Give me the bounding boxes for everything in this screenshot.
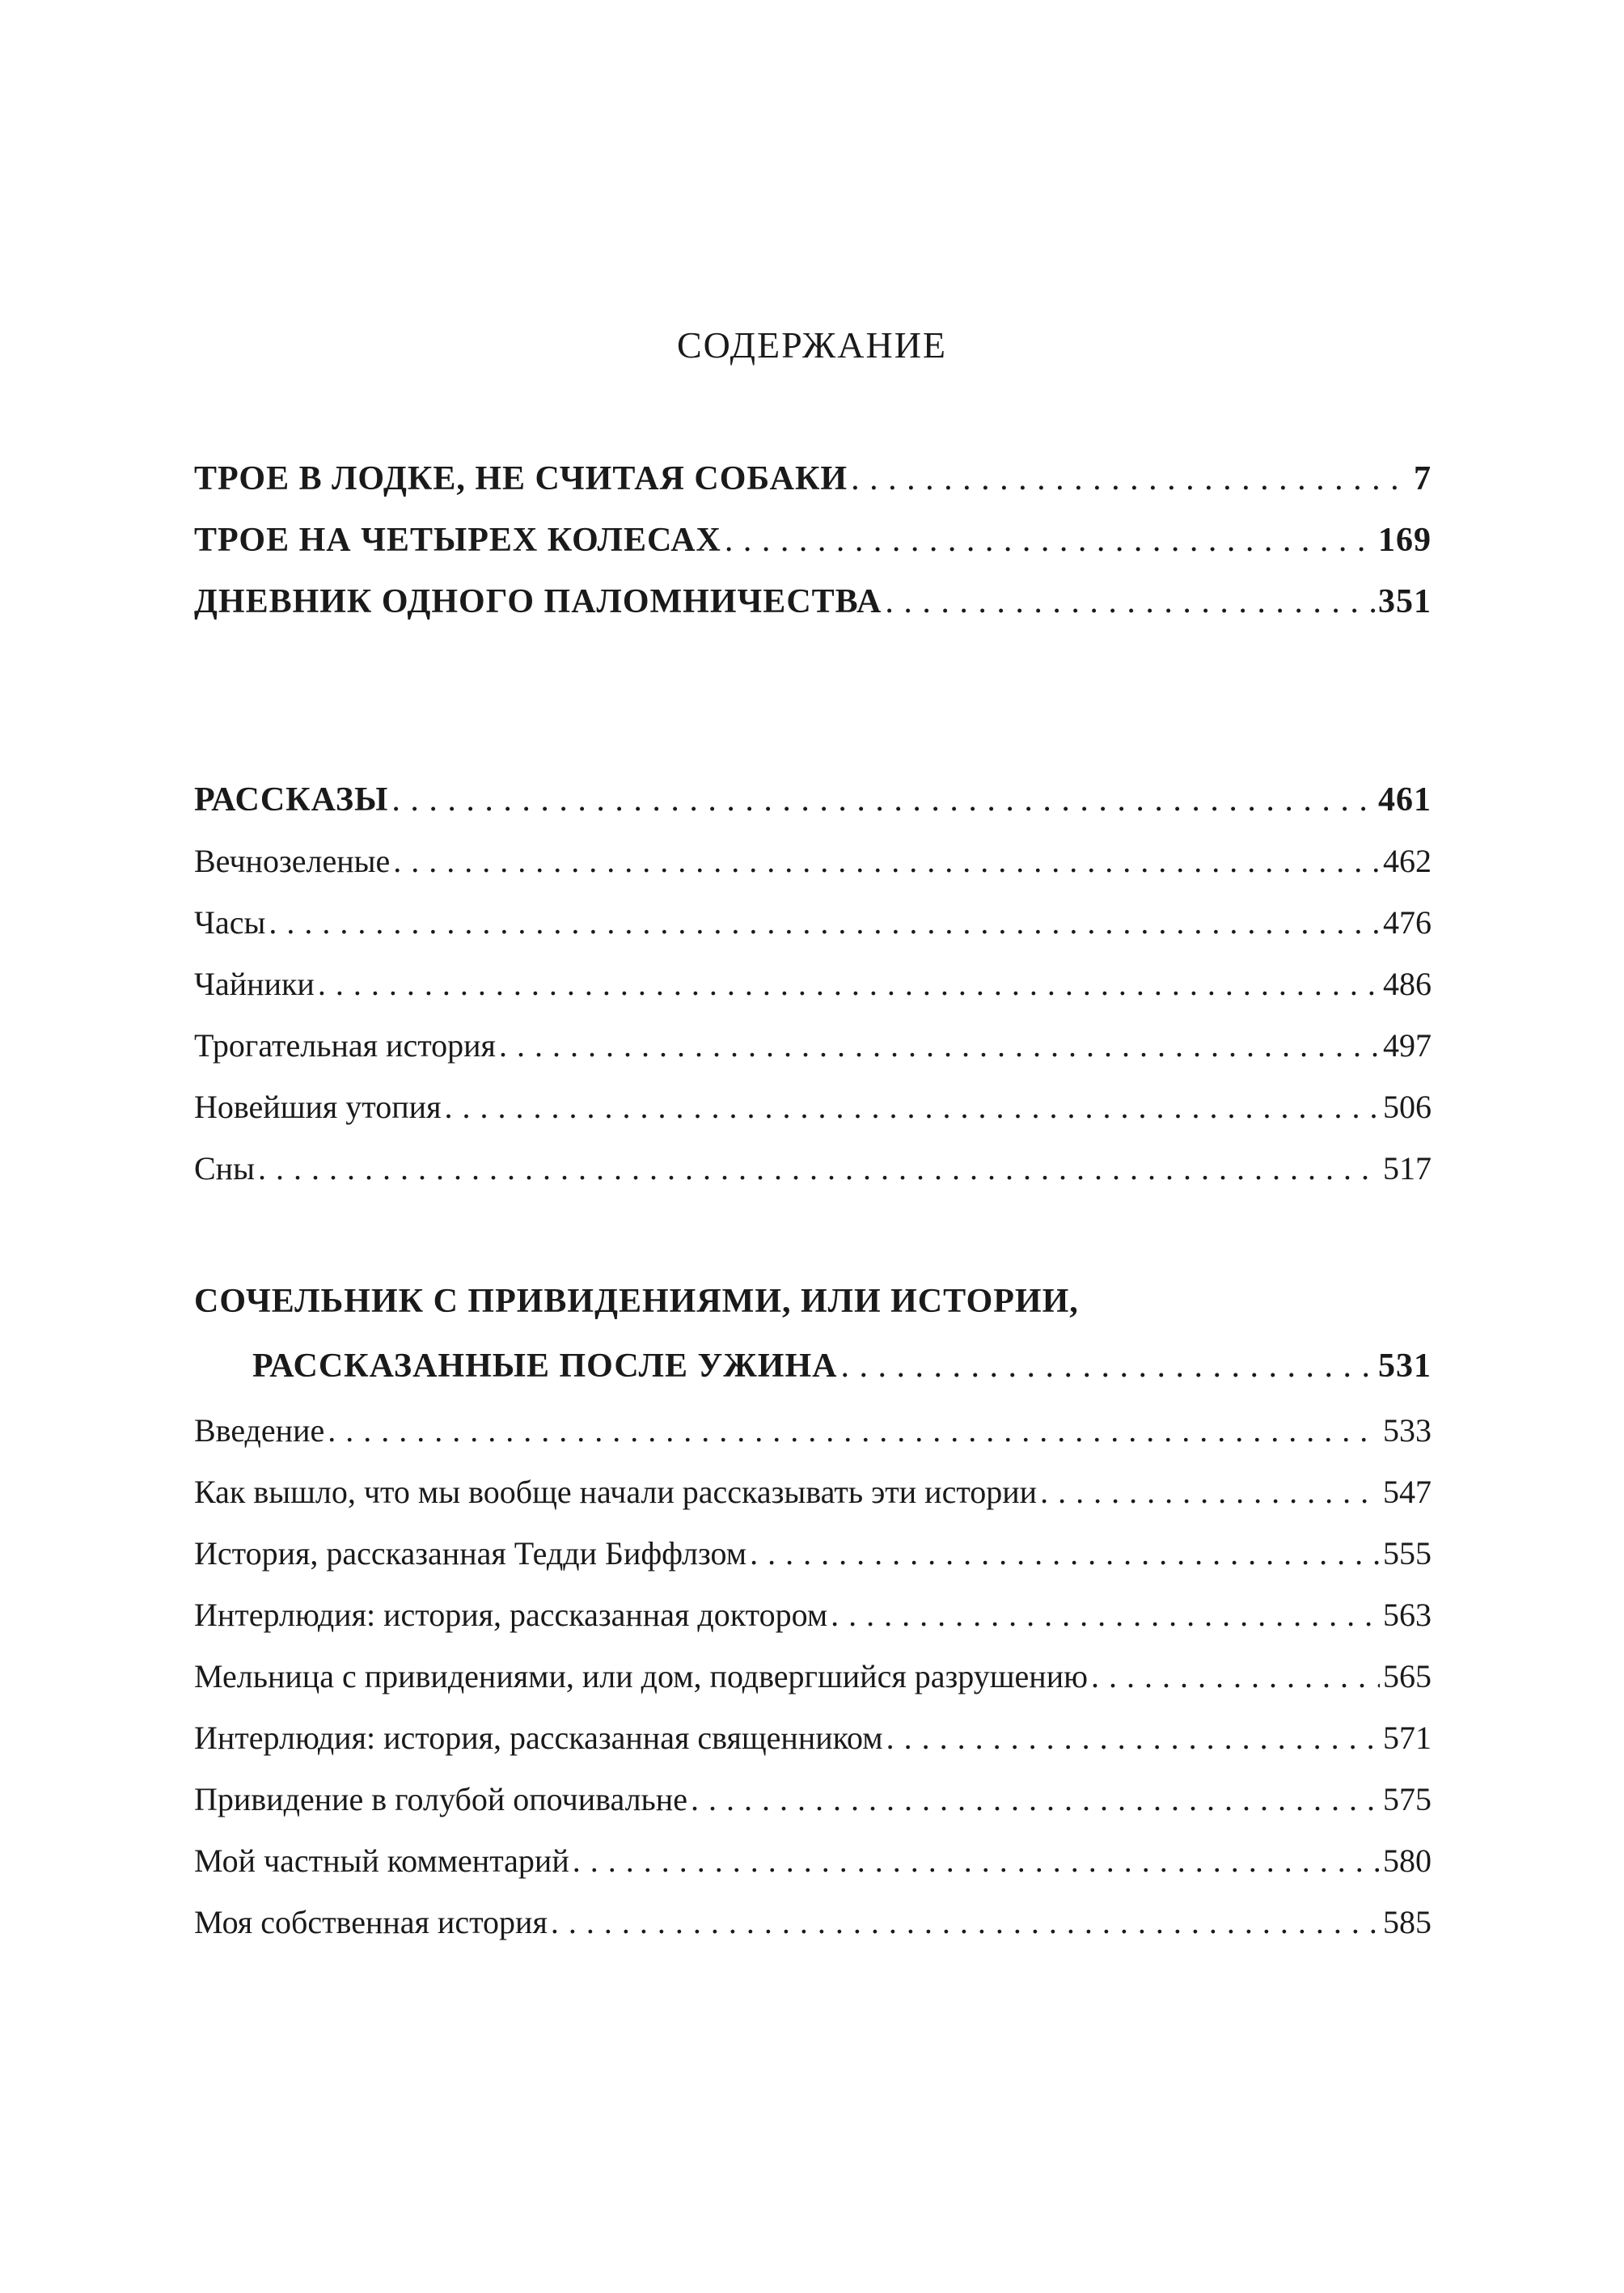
leader-dots bbox=[886, 1719, 1380, 1757]
toc-entry bbox=[194, 1088, 1432, 1149]
toc-entry-title: Как вышло, что мы вообще начали рассказывать эти истории bbox=[194, 1474, 1038, 1510]
leader-dots bbox=[840, 1347, 1375, 1386]
toc-entry-title: Новейшия утопия bbox=[194, 1089, 442, 1125]
toc-entry-page: 169 bbox=[1378, 522, 1432, 559]
toc-entry-title: История, рассказанная Тедди Биффлзом bbox=[194, 1535, 747, 1572]
leader-dots bbox=[318, 965, 1380, 1003]
christmas-section bbox=[194, 1282, 1432, 1965]
toc-entry-title: Привидение в голубой опочивальне bbox=[194, 1781, 687, 1817]
toc-entry-title: Часы bbox=[194, 904, 266, 941]
toc-section-entry bbox=[194, 781, 1432, 842]
toc-entry-title: Введение bbox=[194, 1412, 325, 1449]
toc-entry bbox=[194, 1596, 1432, 1657]
page-title: СОДЕРЖАНИЕ bbox=[676, 324, 948, 366]
toc-entry-title: Моя собственная история bbox=[194, 1904, 548, 1940]
toc-entry-title: Мельница с привидениями, или дом, подвергшийся разрушению bbox=[194, 1658, 1088, 1694]
toc-entry-page: 585 bbox=[1383, 1904, 1432, 1940]
leader-dots bbox=[691, 1780, 1380, 1818]
toc-section-entry bbox=[194, 1347, 1432, 1411]
toc-entry-page: 351 bbox=[1378, 583, 1432, 620]
toc-entry bbox=[194, 1780, 1432, 1842]
toc-entry-title: Трогательная история bbox=[194, 1027, 496, 1064]
toc-entry bbox=[194, 521, 1432, 582]
leader-dots bbox=[750, 1534, 1380, 1572]
toc-entry-page: 506 bbox=[1383, 1089, 1432, 1125]
toc-entry bbox=[194, 903, 1432, 965]
leader-dots bbox=[885, 582, 1375, 621]
leader-dots bbox=[551, 1903, 1380, 1941]
toc-entry-page: 486 bbox=[1383, 966, 1432, 1002]
toc-entry-title: Мой частный комментарий bbox=[194, 1842, 569, 1879]
toc-entry bbox=[194, 842, 1432, 903]
toc-entry-page: 517 bbox=[1383, 1150, 1432, 1187]
toc-entry-page: 547 bbox=[1383, 1474, 1432, 1510]
leader-dots bbox=[444, 1088, 1380, 1126]
leader-dots bbox=[391, 781, 1375, 819]
toc-entry-page: 533 bbox=[1383, 1412, 1432, 1449]
toc-entry-page: 571 bbox=[1383, 1720, 1432, 1756]
toc-entry bbox=[194, 1534, 1432, 1596]
toc-entry-title: Интерлюдия: история, рассказанная священником bbox=[194, 1720, 883, 1756]
leader-dots bbox=[328, 1411, 1380, 1449]
toc-entry bbox=[194, 1657, 1432, 1719]
toc-entry bbox=[194, 459, 1432, 521]
toc-entry-title: Интерлюдия: история, рассказанная доктором bbox=[194, 1597, 828, 1633]
toc-entry-title: ДНЕВНИК ОДНОГО ПАЛОМНИЧЕСТВА bbox=[194, 583, 882, 620]
toc-entry-page: 580 bbox=[1383, 1842, 1432, 1879]
toc-section-page: 531 bbox=[1378, 1347, 1432, 1385]
leader-dots bbox=[1040, 1473, 1380, 1511]
novels-section bbox=[194, 459, 1432, 644]
leader-dots bbox=[499, 1026, 1380, 1064]
stories-section bbox=[194, 781, 1432, 1211]
toc-section-title-line1: СОЧЕЛЬНИК С ПРИВИДЕНИЯМИ, ИЛИ ИСТОРИИ, bbox=[194, 1283, 1079, 1320]
leader-dots bbox=[393, 842, 1380, 880]
leader-dots bbox=[851, 459, 1410, 498]
toc-entry-page: 7 bbox=[1414, 460, 1432, 497]
toc-entry bbox=[194, 582, 1432, 644]
leader-dots bbox=[258, 1149, 1380, 1187]
toc-entry-page: 563 bbox=[1383, 1597, 1432, 1633]
leader-dots bbox=[1091, 1657, 1380, 1695]
toc-entry bbox=[194, 965, 1432, 1026]
toc-section-title: РАССКАЗЫ bbox=[194, 781, 389, 819]
toc-entry-page: 575 bbox=[1383, 1781, 1432, 1817]
toc-entry bbox=[194, 1411, 1432, 1473]
toc-section-title-line2: РАССКАЗАННЫЕ ПОСЛЕ УЖИНА bbox=[252, 1347, 838, 1385]
leader-dots bbox=[269, 903, 1380, 941]
toc-entry bbox=[194, 1149, 1432, 1211]
toc-entry bbox=[194, 1719, 1432, 1780]
toc-entry-title: Чайники bbox=[194, 966, 315, 1002]
leader-dots bbox=[831, 1596, 1380, 1634]
toc-entry-page: 497 bbox=[1383, 1027, 1432, 1064]
toc-entry bbox=[194, 1903, 1432, 1965]
toc-section-page: 461 bbox=[1378, 781, 1432, 819]
toc-entry-title: Вечнозеленые bbox=[194, 843, 391, 879]
toc-entry-title: ТРОЕ НА ЧЕТЫРЕХ КОЛЕСАХ bbox=[194, 522, 721, 559]
toc-entry-page: 555 bbox=[1383, 1535, 1432, 1572]
toc-entry bbox=[194, 1026, 1432, 1088]
toc-entry-page: 476 bbox=[1383, 904, 1432, 941]
toc-entry-title: ТРОЕ В ЛОДКЕ, НЕ СЧИТАЯ СОБАКИ bbox=[194, 460, 848, 497]
leader-dots bbox=[573, 1842, 1380, 1880]
leader-dots bbox=[725, 521, 1375, 560]
toc-entry bbox=[194, 1842, 1432, 1903]
toc-entry bbox=[194, 1473, 1432, 1534]
toc-entry-title: Сны bbox=[194, 1150, 255, 1187]
toc-entry-page: 565 bbox=[1383, 1658, 1432, 1694]
toc-entry-page: 462 bbox=[1383, 843, 1432, 879]
